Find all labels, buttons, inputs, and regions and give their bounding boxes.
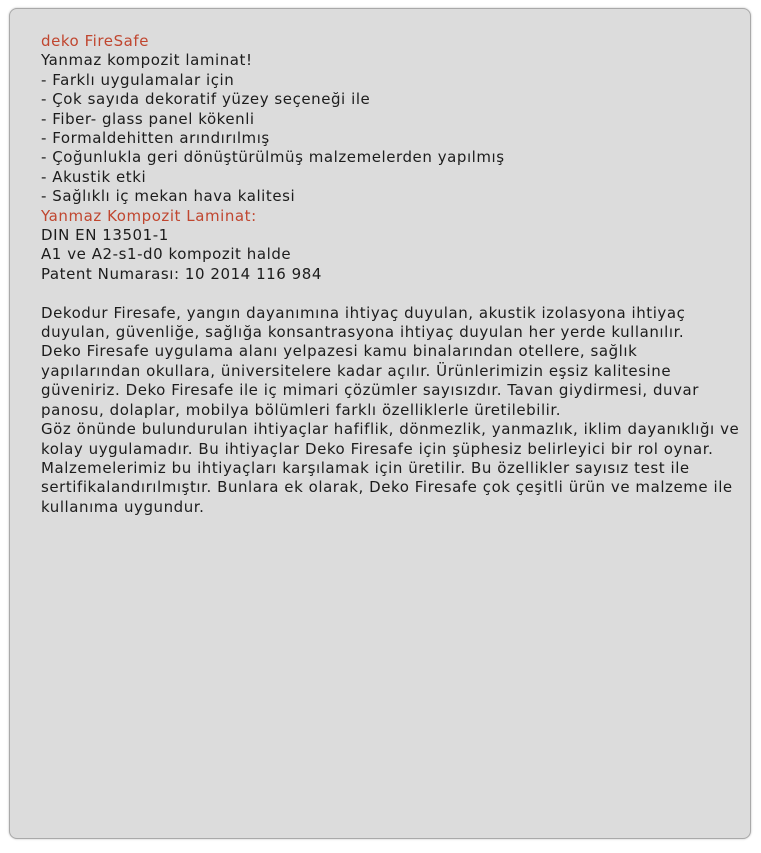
- body-paragraph: Dekodur Firesafe, yangın dayanımına ihtiyaç duyulan, akustik izolasyona ihtiyaç duyulan, güvenliğe, sağlığa konsantrasyona ihtiyaç duyulan her yerde kullanılır.: [41, 303, 686, 342]
- section-heading: Yanmaz Kompozit Laminat:: [41, 206, 257, 225]
- feature-item: - Fiber- glass panel kökenli: [41, 109, 255, 128]
- feature-item: - Çok sayıda dekoratif yüzey seçeneği ile: [41, 90, 371, 109]
- page-title: deko FireSafe: [41, 32, 149, 50]
- spec-list: [41, 226, 741, 284]
- spec-line: DIN EN 13501-1: [41, 226, 169, 245]
- content-panel: [9, 8, 751, 839]
- feature-item: - Farklı uygulamalar için: [41, 70, 235, 89]
- intro-text: Yanmaz kompozit laminat!: [41, 51, 253, 70]
- body-paragraph: Deko Firesafe uygulama alanı yelpazesi kamu binalarından otellere, sağlık yapılarından okullara, üniversitelere kadar açılır. Ürünlerimizin eşsiz kalitesine güveniriz. Deko Firesafe ile iç mimari çözümler sayısızdır. Tavan giydirmesi, duvar panosu, dolaplar, mobilya bölümleri farklı özelliklerle üretilebilir.: [41, 342, 699, 419]
- feature-item: - Formaldehitten arındırılmış: [41, 129, 270, 148]
- feature-list: [41, 71, 741, 207]
- body-paragraph: Göz önünde bulundurulan ihtiyaçlar hafiflik, dönmezlik, yanmazlık, iklim dayanıklığı ve kolay uygulamadır. Bu ihtiyaçlar Deko Firesafe için şüphesiz belirleyici bir rol oynar. Malzemelerimiz bu ihtiyaçları karşılamak için üretilir. Bu özellikler sayısız test ile sertifikalandırılmıştır. Bunlara ek olarak, Deko Firesafe çok çeşitli ürün ve malzeme ile kullanıma uygundur.: [41, 420, 740, 516]
- spec-line: A1 ve A2-s1-d0 kompozit halde: [41, 245, 292, 264]
- feature-item: - Çoğunlukla geri dönüştürülmüş malzemelerden yapılmış: [41, 148, 505, 167]
- content-body: [41, 32, 741, 517]
- feature-item: - Sağlıklı iç mekan hava kalitesi: [41, 187, 296, 206]
- spec-line: Patent Numarası: 10 2014 116 984: [41, 264, 322, 283]
- feature-item: - Akustik etki: [41, 167, 147, 186]
